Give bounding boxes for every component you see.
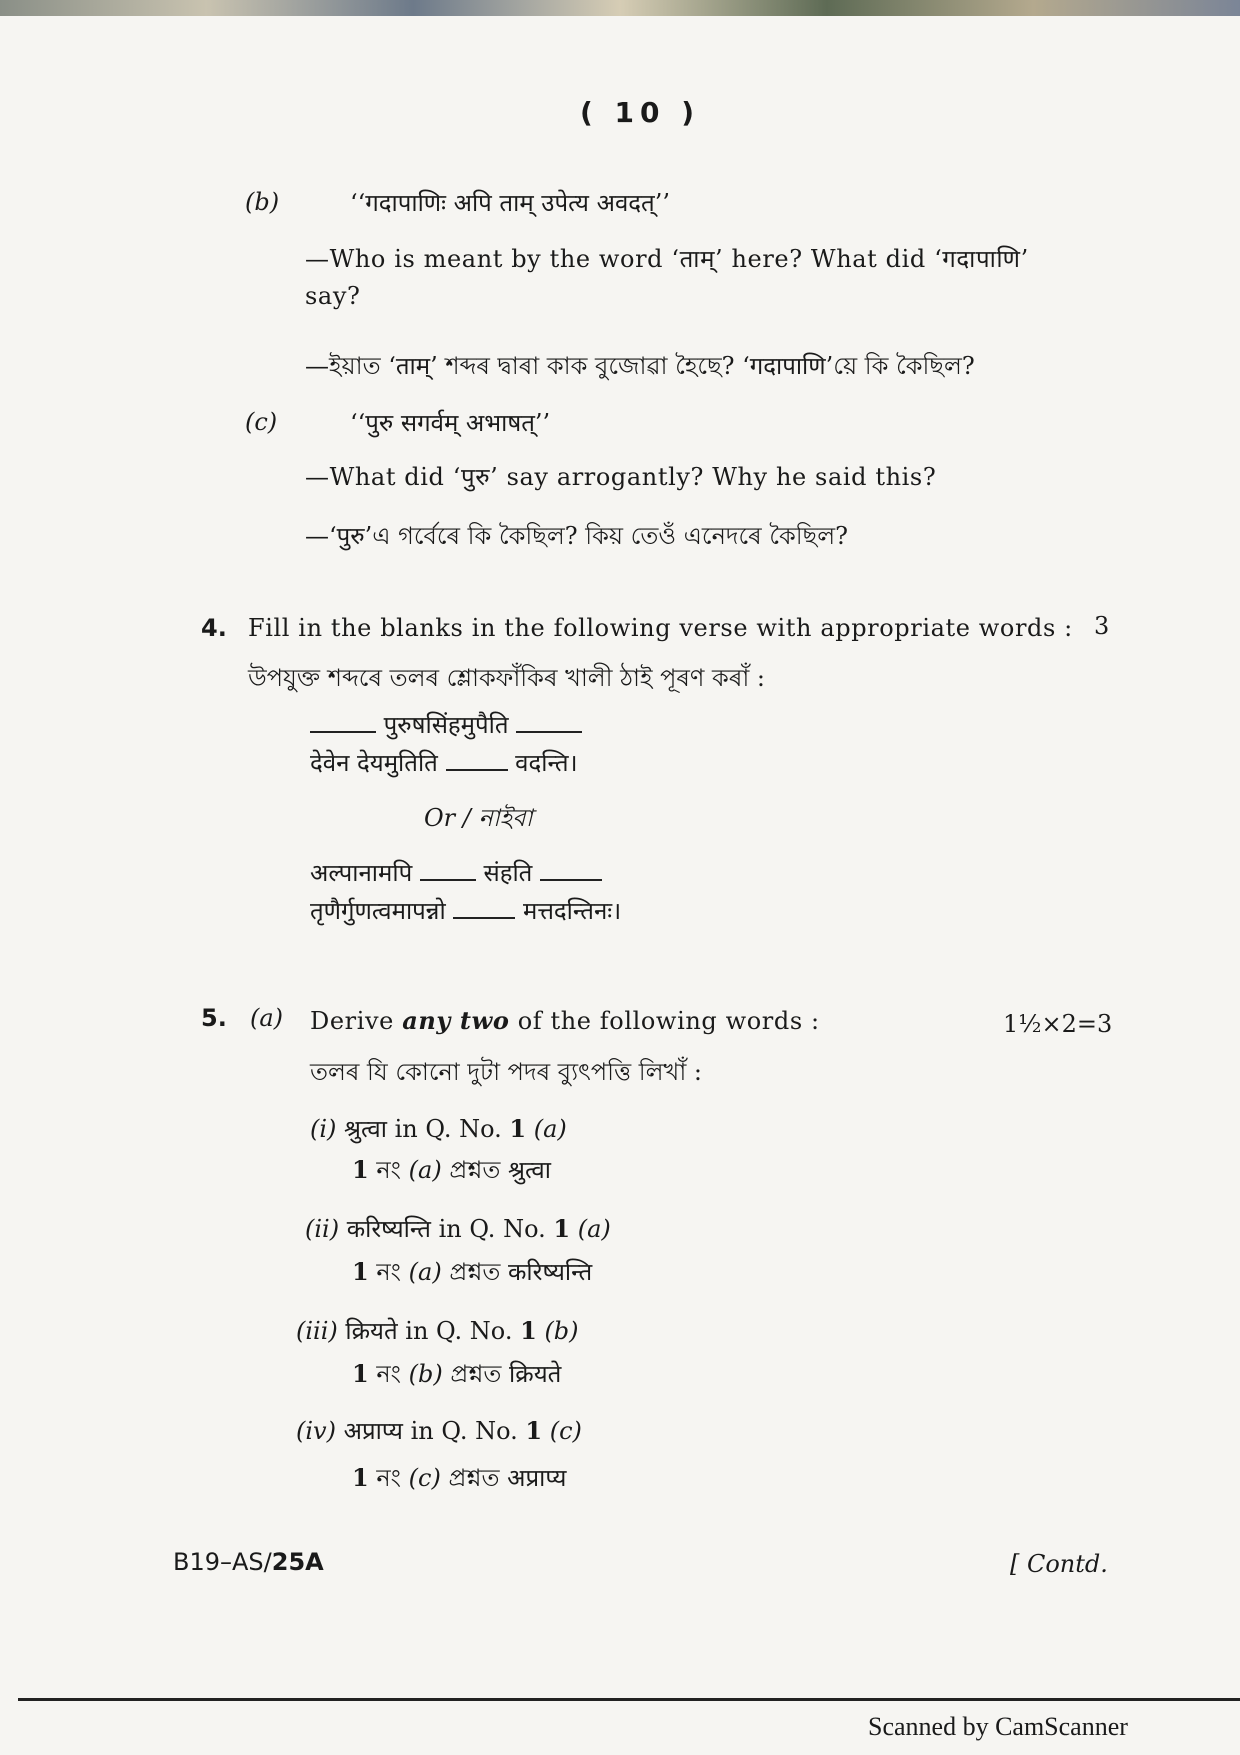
q5-number: 5.: [201, 1004, 227, 1032]
verse1-line1: पुरुषसिंहमुपैति: [310, 708, 582, 741]
q4-number: 4.: [201, 614, 227, 642]
page-number: ( 10 ): [580, 96, 701, 129]
q5-item-assamese: 1 নং (a) প্ৰশ্নত श्रुत्वा: [352, 1155, 551, 1184]
q3b-assamese: —ইয়াত ‘ताम्’ শব্দৰ দ্বাৰা কাক বুজোৱা হৈছে? ‘गदापाणि’য়ে কি কৈছিল?: [305, 352, 975, 380]
q5-item-assamese: 1 নং (a) প্ৰশ্নত करिष्यन्ति: [352, 1257, 593, 1286]
q4-assamese: উপযুক্ত শব্দৰে তলৰ শ্লোকফাঁকিৰ খালী ঠাই পূৰণ কৰাঁ :: [248, 664, 766, 692]
q5-item: (i) श्रुत्वा in Q. No. 1 (a): [310, 1114, 567, 1143]
q4-marks: 3: [1094, 612, 1110, 640]
q3b-quote: ‘‘गदापाणिः अपि ताम् उपेत्य अवदत्’’: [350, 189, 670, 217]
verse2-line1: अल्पानामपि संहति: [310, 856, 602, 889]
q3c-english: —What did ‘पुरु’ say arrogantly? Why he said this?: [305, 463, 937, 491]
blank[interactable]: [446, 769, 508, 771]
q5-item: (iii) क्रियते in Q. No. 1 (b): [296, 1316, 579, 1345]
blank[interactable]: [516, 731, 582, 733]
photo-background-strip: [0, 0, 1240, 16]
continued-marker: [ Contd.: [1010, 1550, 1108, 1578]
scanner-watermark: Scanned by CamScanner: [868, 1712, 1128, 1741]
q3c-label: (c): [245, 408, 278, 436]
q3b-english-line2: say?: [305, 282, 361, 310]
q5-item: (ii) करिष्यन्ति in Q. No. 1 (a): [305, 1214, 611, 1243]
q5-part: (a): [250, 1004, 284, 1032]
q5-english: Derive any two of the following words :: [310, 1006, 820, 1035]
bottom-rule: [18, 1698, 1240, 1701]
blank[interactable]: [420, 879, 476, 881]
q3b-label: (b): [245, 188, 280, 216]
q3b-english-line1: —Who is meant by the word ‘ताम्’ here? What did ‘गदापाणि’: [305, 245, 1029, 273]
q5-marks: 1½×2=3: [1003, 1010, 1113, 1038]
q5-item-assamese: 1 নং (c) প্ৰশ্নত अप्राप्य: [352, 1463, 567, 1492]
q5-item-assamese: 1 নং (b) প্ৰশ্নত क्रियते: [352, 1359, 562, 1388]
blank[interactable]: [540, 879, 602, 881]
q3c-assamese: —‘पुरु’এ গৰ্বেৰে কি কৈছিল? কিয় তেওঁ এনেদৰে কৈছিল?: [305, 522, 848, 550]
paper-code: B19–AS/25A: [173, 1548, 324, 1576]
verse2-line2: तृणैर्गुणत्वमापन्नो मत्तदन्तिनः।: [310, 897, 622, 925]
blank[interactable]: [453, 917, 515, 919]
q3c-quote: ‘‘पुरु सगर्वम् अभाषत्’’: [350, 409, 551, 437]
q4-english: Fill in the blanks in the following verse with appropriate words :: [248, 614, 1073, 642]
q5-assamese: তলৰ যি কোনো দুটা পদৰ ব্যুৎপত্তি লিখাঁ :: [310, 1058, 702, 1086]
q4-or: Or / নাইবা: [424, 804, 533, 832]
verse1-line2: देवेन देयमुतिति वदन्ति।: [310, 749, 578, 777]
blank[interactable]: [310, 731, 376, 733]
q5-item: (iv) अप्राप्य in Q. No. 1 (c): [296, 1416, 582, 1445]
